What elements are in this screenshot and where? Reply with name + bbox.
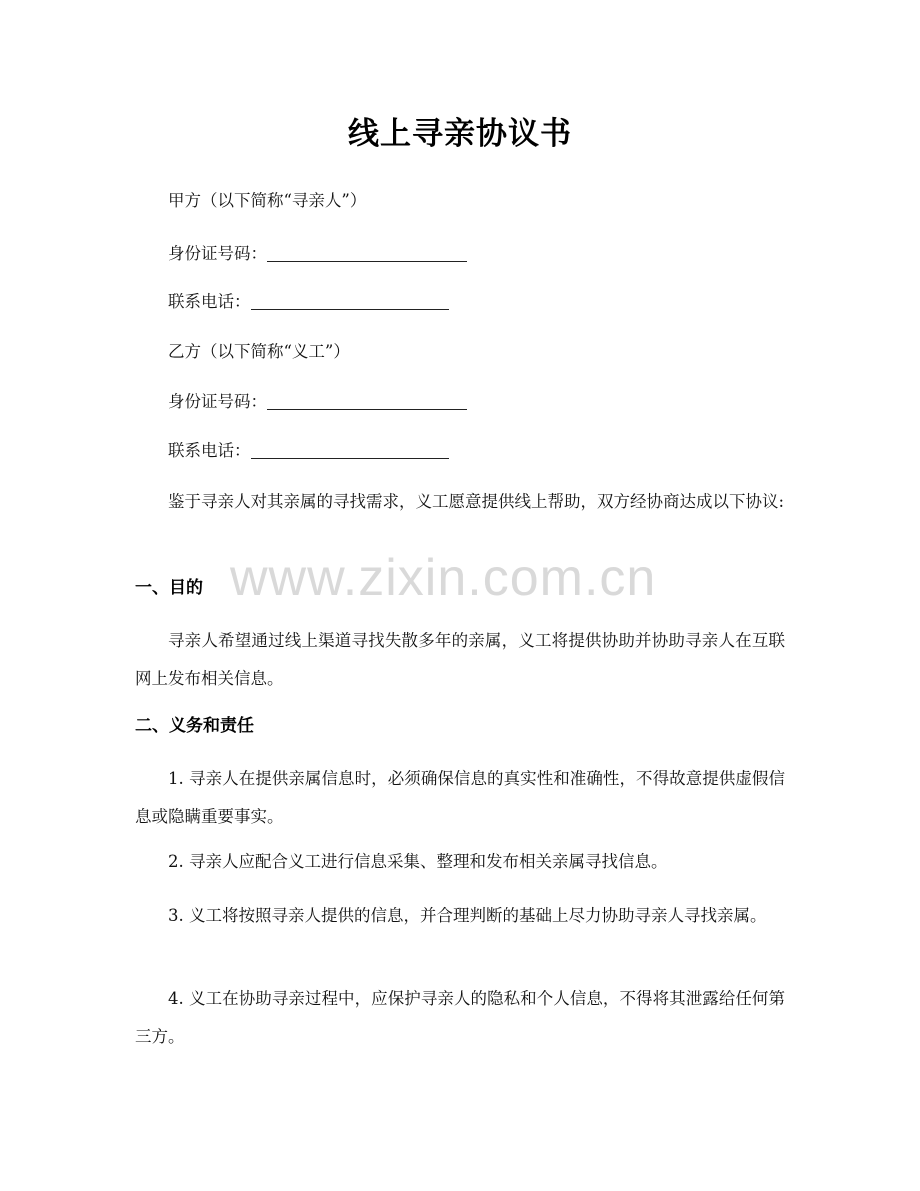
party-b-id-blank	[267, 391, 467, 410]
party-b-id-row	[168, 390, 467, 414]
party-a-label: 甲方（以下简称“寻亲人”）	[168, 191, 367, 210]
party-b-phone-blank	[251, 440, 449, 459]
party-a-id-label: 身份证号码：	[168, 244, 267, 263]
duty-item-3: 3. 义工将按照寻亲人提供的信息，并合理判断的基础上尽力协助寻亲人寻找亲属。	[168, 906, 767, 925]
party-a-id-row	[168, 242, 467, 266]
section-heading-purpose: 一、目的	[135, 578, 203, 598]
party-b-label: 乙方（以下简称“义工”）	[168, 342, 350, 361]
purpose-paragraph: 寻亲人希望通过线上渠道寻找失散多年的亲属，义工将提供协助并协助寻亲人在互联网上发布相关信息。	[135, 631, 785, 688]
party-a-phone-row	[168, 290, 449, 314]
party-a-phone-blank	[251, 291, 449, 310]
party-a-id-blank	[267, 243, 467, 262]
section-heading-duties: 二、义务和责任	[135, 716, 254, 736]
duty-item-1: 1. 寻亲人在提供亲属信息时，必须确保信息的真实性和准确性，不得故意提供虚假信息或隐瞒重要事实。	[135, 769, 785, 826]
party-b-phone-label: 联系电话：	[168, 441, 251, 460]
duty-item-4: 4. 义工在协助寻亲过程中，应保护寻亲人的隐私和个人信息，不得将其泄露给任何第三方。	[135, 989, 785, 1046]
party-a-phone-label: 联系电话：	[168, 292, 251, 311]
party-b-phone-row	[168, 439, 449, 463]
document-title: 线上寻亲协议书	[348, 116, 572, 152]
party-b-id-label: 身份证号码：	[168, 392, 267, 411]
intro-paragraph: 鉴于寻亲人对其亲属的寻找需求，义工愿意提供线上帮助，双方经协商达成以下协议:	[168, 492, 785, 511]
watermark: www.zixin.com.cn	[230, 549, 657, 607]
duty-item-2: 2. 寻亲人应配合义工进行信息采集、整理和发布相关亲属寻找信息。	[168, 852, 668, 871]
